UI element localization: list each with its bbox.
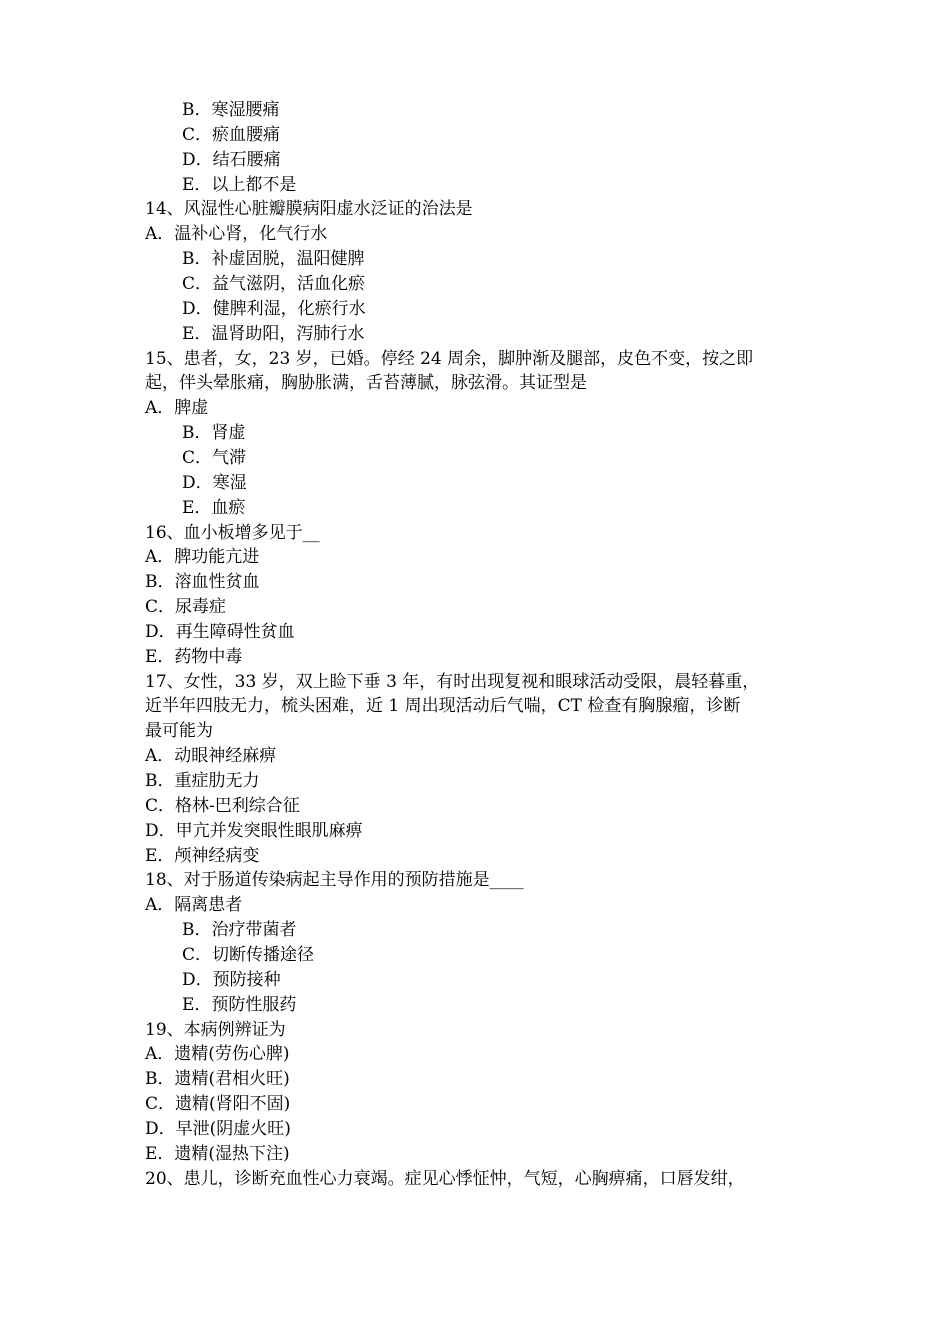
text-line: E．预防性服药 bbox=[182, 994, 297, 1015]
text-line: D．再生障碍性贫血 bbox=[145, 621, 295, 642]
text-line: D．寒湿 bbox=[182, 472, 247, 493]
text-line: C．遗精(肾阳不固) bbox=[145, 1094, 291, 1114]
text-line: E．以上都不是 bbox=[182, 174, 297, 195]
text-line: 18、对于肠道传染病起主导作用的预防措施是____ bbox=[145, 870, 524, 891]
text-line: C．益气滋阴，活血化瘀 bbox=[182, 274, 366, 294]
text-line: D．健脾利湿，化瘀行水 bbox=[182, 298, 366, 319]
text-line: B．溶血性贫血 bbox=[145, 572, 260, 593]
text-line: A．遗精(劳伤心脾) bbox=[145, 1044, 290, 1065]
text-line: A．动眼神经麻痹 bbox=[145, 746, 277, 767]
text-line: 14、风湿性心脏瓣膜病阳虚水泛证的治法是 bbox=[145, 199, 473, 220]
text-line: E．血瘀 bbox=[182, 497, 246, 518]
text-line: 19、本病例辨证为 bbox=[145, 1019, 286, 1040]
text-line: C．切断传播途径 bbox=[182, 944, 315, 965]
text-line: D．结石腰痛 bbox=[182, 149, 281, 170]
text-line: 20、患儿，诊断充血性心力衰竭。症见心悸怔忡，气短，心胸痹痛，口唇发绀， bbox=[145, 1168, 745, 1189]
text-line: D．甲亢并发突眼性眼肌麻痹 bbox=[145, 820, 363, 841]
text-line: E．药物中毒 bbox=[145, 646, 243, 667]
text-line: 15、患者，女，23 岁，已婚。停经 24 周余，脚肿渐及腿部，皮色不变，按之即 bbox=[145, 348, 754, 369]
text-line: C．瘀血腰痛 bbox=[182, 124, 281, 145]
text-line: D．预防接种 bbox=[182, 969, 281, 990]
text-line: B．重症肋无力 bbox=[145, 771, 260, 791]
text-line: C．尿毒症 bbox=[145, 597, 227, 617]
text-line: A．脾虚 bbox=[145, 398, 209, 419]
text-line: D．早泄(阴虚火旺) bbox=[145, 1118, 291, 1139]
text-line: E．温肾助阳，泻肺行水 bbox=[182, 323, 365, 344]
text-line: B．寒湿腰痛 bbox=[182, 100, 280, 120]
text-line: 16、血小板增多见于__ bbox=[145, 522, 320, 543]
text-line: B．肾虚 bbox=[182, 423, 246, 444]
text-line: E．颅神经病变 bbox=[145, 845, 260, 866]
text-line: 17、女性，33 岁，双上睑下垂 3 年，有时出现复视和眼球活动受限，晨轻暮重， bbox=[145, 671, 760, 692]
text-line: B．补虚固脱，温阳健脾 bbox=[182, 249, 365, 270]
text-line: C．气滞 bbox=[182, 447, 247, 468]
text-line: A．温补心肾，化气行水 bbox=[145, 224, 328, 245]
text-line: A．脾功能亢进 bbox=[145, 547, 260, 568]
text-line: B．遗精(君相火旺) bbox=[145, 1069, 290, 1090]
text-line: 近半年四肢无力，梳头困难，近 1 周出现活动后气喘，CT 检查有胸腺瘤，诊断 bbox=[145, 696, 741, 717]
text-line: B．治疗带菌者 bbox=[182, 920, 297, 941]
text-line: 最可能为 bbox=[145, 721, 213, 742]
text-line: E．遗精(湿热下注) bbox=[145, 1143, 290, 1164]
text-line: 起，伴头晕胀痛，胸胁胀满，舌苔薄腻，脉弦滑。其证型是 bbox=[145, 373, 587, 394]
text-line: C．格林-巴利综合征 bbox=[145, 795, 300, 816]
text-line: A．隔离患者 bbox=[145, 895, 243, 916]
